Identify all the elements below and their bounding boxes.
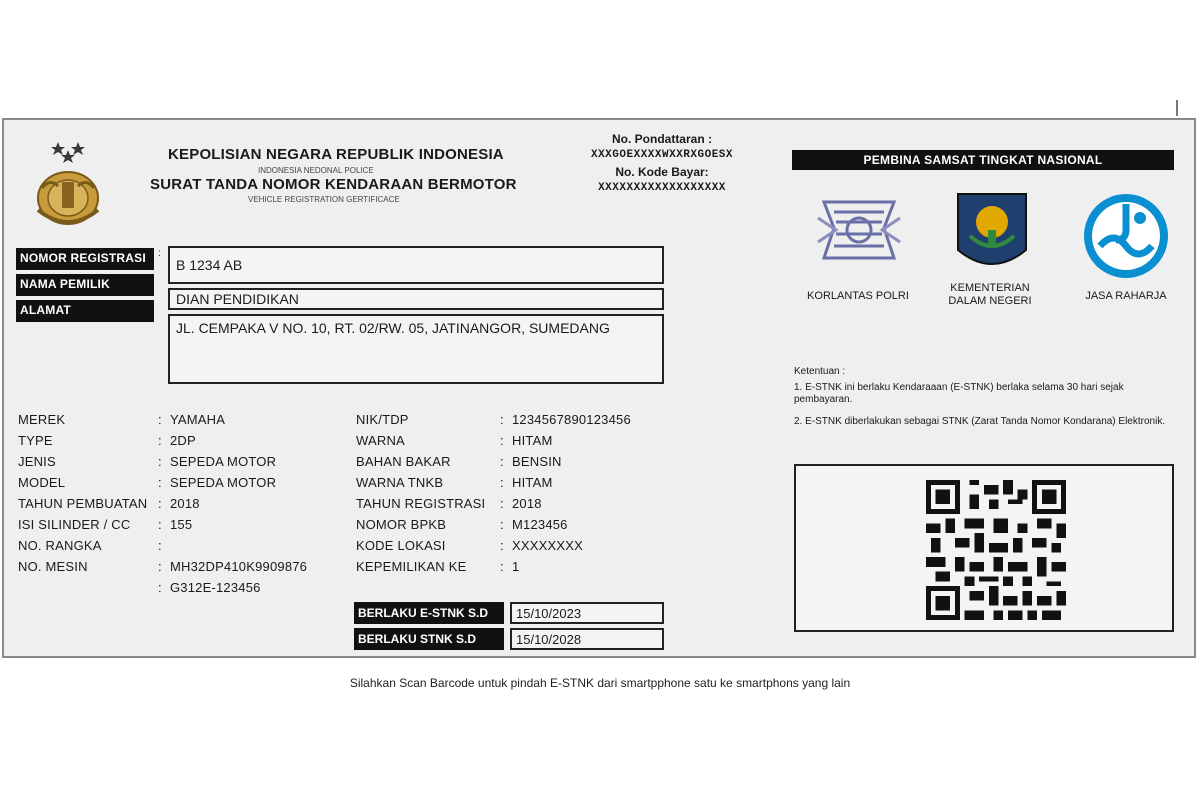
- nomor-registrasi-colon: :: [158, 248, 161, 259]
- detail-colon: :: [500, 412, 504, 427]
- warna-label: WARNA: [356, 433, 405, 448]
- tahun-registrasi-value: 2018: [512, 496, 542, 511]
- detail-colon: :: [500, 433, 504, 448]
- no-mesin-extra-value: G312E-123456: [170, 580, 261, 595]
- warna-tnkb-label: WARNA TNKB: [356, 475, 444, 490]
- stnk-validity-label: BERLAKU STNK S.D: [358, 632, 477, 646]
- nama-pemilik-tag: [16, 274, 154, 296]
- type-label: TYPE: [18, 433, 53, 448]
- alamat-value: JL. CEMPAKA V NO. 10, RT. 02/RW. 05, JATINANGOR, SUMEDANG: [176, 320, 610, 336]
- note-2: 2. E-STNK diberlakukan sebagai STNK (Zarat Tanda Nomor Kondarana) Elektronik.: [794, 416, 1166, 427]
- isi-silinder-label: ISI SILINDER / CC: [18, 517, 131, 532]
- merek-value: YAMAHA: [170, 412, 226, 427]
- document-subtitle: VEHICLE REGISTRATION GERTIFICACE: [248, 195, 400, 204]
- police-emblem-icon: [28, 138, 108, 230]
- detail-colon: :: [500, 538, 504, 553]
- kode-lokasi-value: XXXXXXXX: [512, 538, 583, 553]
- document-title: SURAT TANDA NOMOR KENDARAAN BERMOTOR: [150, 176, 517, 193]
- note-1: 1. E-STNK ini berlaku Kendaraaan (E-STNK) berlaka selama 30 hari sejak pembayaran.: [794, 382, 1124, 405]
- registration-number-value: XXXGOEXXXXWXXRXGOESX: [590, 149, 734, 161]
- tahun-pembuatan-value: 2018: [170, 496, 200, 511]
- footer-instruction: Silahkan Scan Barcode untuk pindah E-STNK dari smartpphone satu ke smartphons yang lain: [349, 676, 851, 690]
- detail-colon: :: [500, 517, 504, 532]
- header-subtitle: INDONESIA NEDONAL POLICE: [258, 166, 374, 175]
- model-label: MODEL: [18, 475, 66, 490]
- tahun-pembuatan-label: TAHUN PEMBUATAN: [18, 496, 148, 511]
- payment-code-value: XXXXXXXXXXXXXXXXXX: [598, 182, 726, 194]
- detail-colon: :: [158, 559, 162, 574]
- detail-colon: :: [158, 454, 162, 469]
- detail-colon: :: [158, 517, 162, 532]
- detail-colon: :: [500, 454, 504, 469]
- stnk-validity-tag: [354, 628, 504, 650]
- kepemilikan-label: KEPEMILIKAN KE: [356, 559, 467, 574]
- estnk-validity-value: 15/10/2023: [516, 606, 582, 621]
- merek-label: MEREK: [18, 412, 66, 427]
- warna-value: HITAM: [512, 433, 553, 448]
- detail-colon: :: [158, 475, 162, 490]
- estnk-validity-box: [510, 602, 664, 624]
- nomor-registrasi-label: NOMOR REGISTRASI: [20, 251, 146, 265]
- detail-colon: :: [158, 496, 162, 511]
- no-mesin-label: NO. MESIN: [18, 559, 88, 574]
- nomor-bpkb-value: M123456: [512, 517, 568, 532]
- logo-caption-kemendagri: KEMENTERIAN DALAM NEGERI: [948, 282, 1032, 307]
- warna-tnkb-value: HITAM: [512, 475, 553, 490]
- tahun-registrasi-label: TAHUN REGISTRASI: [356, 496, 486, 511]
- jenis-value: SEPEDA MOTOR: [170, 454, 277, 469]
- nik-value: 1234567890123456: [512, 412, 631, 427]
- nomor-bpkb-label: NOMOR BPKB: [356, 517, 447, 532]
- notes-title: Ketentuan :: [794, 366, 846, 377]
- nik-label: NIK/TDP: [356, 412, 409, 427]
- page-edge-mark: [1176, 100, 1178, 116]
- nama-pemilik-value: DIAN PENDIDIKAN: [176, 291, 299, 307]
- type-value: 2DP: [170, 433, 196, 448]
- nama-pemilik-box: [168, 288, 664, 310]
- stnk-validity-box: [510, 628, 664, 650]
- qr-code-icon[interactable]: [926, 480, 1066, 620]
- detail-colon: :: [158, 580, 162, 595]
- detail-colon: :: [158, 433, 162, 448]
- logo-caption-jasa-raharja: JASA RAHARJA: [1085, 290, 1167, 302]
- jasa-raharja-logo-icon: [1080, 190, 1172, 282]
- kemendagri-logo-icon: [954, 190, 1030, 278]
- bahan-bakar-label: BAHAN BAKAR: [356, 454, 451, 469]
- korlantas-logo-icon: [814, 188, 904, 274]
- no-mesin-value: MH32DP410K9909876: [170, 559, 308, 574]
- logo-caption-korlantas: KORLANTAS POLRI: [807, 290, 909, 302]
- isi-silinder-value: 155: [170, 517, 193, 532]
- detail-colon: :: [500, 496, 504, 511]
- jenis-label: JENIS: [18, 454, 56, 469]
- model-value: SEPEDA MOTOR: [170, 475, 277, 490]
- kepemilikan-value: 1: [512, 559, 520, 574]
- estnk-validity-tag: [354, 602, 504, 624]
- qr-frame[interactable]: [794, 464, 1174, 632]
- nomor-registrasi-box: [168, 246, 664, 284]
- alamat-label: ALAMAT: [20, 303, 71, 317]
- e-stnk-card: [2, 118, 1196, 658]
- nama-pemilik-label: NAMA PEMILIK: [20, 277, 110, 291]
- detail-colon: :: [158, 412, 162, 427]
- kode-lokasi-label: KODE LOKASI: [356, 538, 446, 553]
- no-rangka-label: NO. RANGKA: [18, 538, 102, 553]
- alamat-box: [168, 314, 664, 384]
- header-title: KEPOLISIAN NEGARA REPUBLIK INDONESIA: [168, 146, 504, 163]
- stnk-validity-value: 15/10/2028: [516, 632, 582, 647]
- payment-code-label: No. Kode Bayar:: [615, 165, 709, 179]
- detail-colon: :: [500, 559, 504, 574]
- registration-number-label: No. Pondattaran :: [611, 132, 712, 146]
- nomor-registrasi-value: B 1234 AB: [176, 257, 243, 273]
- bahan-bakar-value: BENSIN: [512, 454, 562, 469]
- alamat-tag: [16, 300, 154, 322]
- detail-colon: :: [500, 475, 504, 490]
- nomor-registrasi-tag: [16, 248, 154, 270]
- pembina-banner: PEMBINA SAMSAT TINGKAT NASIONAL: [792, 150, 1174, 170]
- estnk-validity-label: BERLAKU E-STNK S.D: [358, 606, 489, 620]
- detail-colon: :: [158, 538, 162, 553]
